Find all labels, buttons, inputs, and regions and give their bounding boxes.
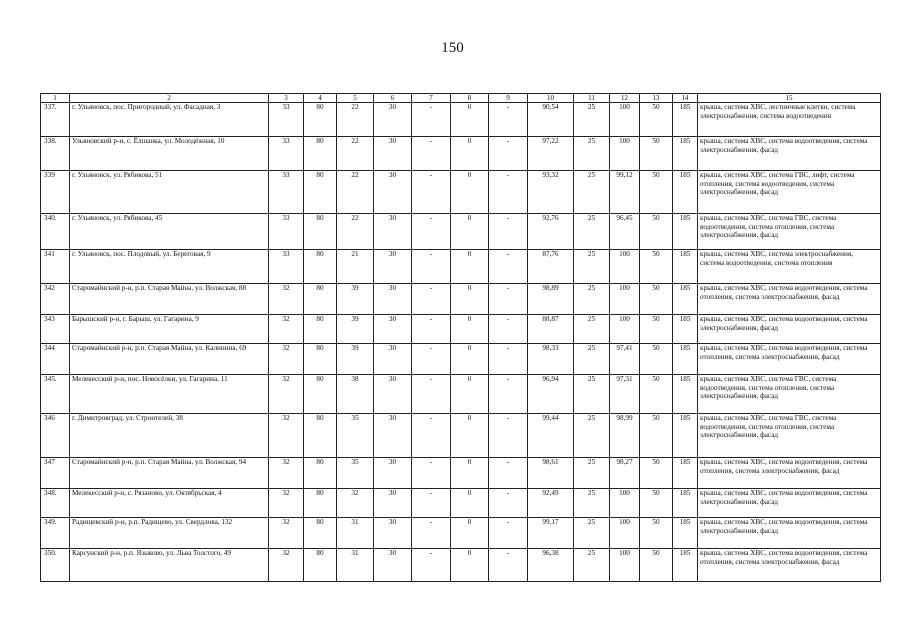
table-cell-col-4: 80 [304, 489, 337, 518]
table-cell-col-9: - [489, 214, 528, 250]
table-cell-col-4: 80 [304, 414, 337, 458]
table-cell-col-13: 50 [640, 344, 673, 375]
table-cell-col-9: - [489, 137, 528, 171]
table-cell-col-2: г. Димитровград, ул. Строителей, 38 [70, 414, 269, 458]
table-cell-col-6: 30 [374, 284, 412, 315]
table-cell-col-14: 185 [673, 214, 698, 250]
table-cell-col-4: 80 [304, 137, 337, 171]
table-row [41, 103, 881, 137]
table-cell-col-2: Радищевский р-н, р.п. Радищево, ул. Свердлова, 132 [70, 518, 269, 549]
column-header-4: 4 [304, 94, 337, 103]
table-cell-col-11: 25 [574, 250, 610, 284]
table-cell-col-3: 32 [269, 344, 304, 375]
table-cell-col-8: 0 [451, 518, 489, 549]
table-cell-col-10: 98,61 [528, 458, 574, 489]
table-row [41, 489, 881, 518]
table-row [41, 518, 881, 549]
table-cell-col-2: г. Ульяновск, пос. Пригородный, ул. Фасадная, 3 [70, 103, 269, 137]
table-cell-col-15: крыша, система ХВС, система ГВС, система водоотведения, система отопления, система электроснабжения, фасад [698, 375, 881, 414]
table-row [41, 414, 881, 458]
column-header-8: 8 [451, 94, 489, 103]
table-cell-col-5: 39 [337, 344, 374, 375]
table-cell-col-3: 33 [269, 137, 304, 171]
table-cell-col-8: 0 [451, 549, 489, 582]
table-cell-col-4: 80 [304, 250, 337, 284]
table-cell-col-12: 100 [610, 137, 640, 171]
table-cell-col-14: 185 [673, 171, 698, 214]
column-header-6: 6 [374, 94, 412, 103]
table-cell-col-5: 32 [337, 489, 374, 518]
table-cell-col-8: 0 [451, 103, 489, 137]
table-cell-col-7: - [412, 214, 451, 250]
table-cell-col-9: - [489, 414, 528, 458]
table-cell-col-10: 93,32 [528, 171, 574, 214]
table-cell-col-2: г. Ульяновск, ул. Рябикова, 45 [70, 214, 269, 250]
table-cell-col-3: 32 [269, 375, 304, 414]
table-cell-col-11: 25 [574, 315, 610, 344]
table-cell-col-5: 35 [337, 458, 374, 489]
table-cell-col-1: 350. [41, 549, 70, 582]
table-cell-col-13: 50 [640, 458, 673, 489]
table-cell-col-4: 80 [304, 315, 337, 344]
table-cell-col-2: г. Ульяновск, пос. Плодовый, ул. Береговая, 9 [70, 250, 269, 284]
table-cell-col-6: 30 [374, 344, 412, 375]
table-cell-col-1: 343 [41, 315, 70, 344]
table-cell-col-11: 25 [574, 375, 610, 414]
table-cell-col-1: 344 [41, 344, 70, 375]
table-cell-col-9: - [489, 344, 528, 375]
table-cell-col-1: 349. [41, 518, 70, 549]
table-cell-col-9: - [489, 250, 528, 284]
table-cell-col-8: 0 [451, 414, 489, 458]
column-header-7: 7 [412, 94, 451, 103]
table-cell-col-10: 96,38 [528, 549, 574, 582]
table-cell-col-6: 30 [374, 171, 412, 214]
table-cell-col-5: 22 [337, 137, 374, 171]
table-cell-col-9: - [489, 315, 528, 344]
table-cell-col-1: 341 [41, 250, 70, 284]
table-cell-col-2: Карсунский р-н, р.п. Языково, ул. Льва Толстого, 49 [70, 549, 269, 582]
table-cell-col-7: - [412, 458, 451, 489]
table-cell-col-5: 35 [337, 414, 374, 458]
table-cell-col-8: 0 [451, 344, 489, 375]
table-cell-col-6: 30 [374, 489, 412, 518]
table-cell-col-13: 50 [640, 489, 673, 518]
table-cell-col-9: - [489, 103, 528, 137]
table-cell-col-14: 185 [673, 458, 698, 489]
table-cell-col-7: - [412, 344, 451, 375]
table-row [41, 344, 881, 375]
table-cell-col-6: 30 [374, 549, 412, 582]
table-cell-col-3: 33 [269, 214, 304, 250]
table-cell-col-6: 30 [374, 518, 412, 549]
table-cell-col-4: 80 [304, 284, 337, 315]
table-cell-col-12: 100 [610, 549, 640, 582]
table-cell-col-12: 98,27 [610, 458, 640, 489]
table-cell-col-11: 25 [574, 414, 610, 458]
table-cell-col-8: 0 [451, 137, 489, 171]
table-cell-col-5: 39 [337, 284, 374, 315]
table-cell-col-9: - [489, 518, 528, 549]
table-row [41, 171, 881, 214]
column-header-1: 1 [41, 94, 70, 103]
table-cell-col-12: 100 [610, 489, 640, 518]
table-cell-col-14: 185 [673, 549, 698, 582]
table-body [41, 94, 881, 582]
column-header-2: 2 [70, 94, 269, 103]
table-cell-col-10: 92,76 [528, 214, 574, 250]
table-cell-col-3: 32 [269, 549, 304, 582]
table-cell-col-10: 98,89 [528, 284, 574, 315]
table-cell-col-6: 30 [374, 375, 412, 414]
table-cell-col-2: Мелекесский р-н, с. Рязаново, ул. Октябрьская, 4 [70, 489, 269, 518]
column-header-5: 5 [337, 94, 374, 103]
table-cell-col-12: 100 [610, 103, 640, 137]
table-cell-col-13: 50 [640, 549, 673, 582]
table-cell-col-11: 25 [574, 103, 610, 137]
table-cell-col-11: 25 [574, 171, 610, 214]
table-cell-col-11: 25 [574, 458, 610, 489]
table-cell-col-13: 50 [640, 414, 673, 458]
table-cell-col-3: 33 [269, 171, 304, 214]
table-row [41, 458, 881, 489]
table-cell-col-9: - [489, 171, 528, 214]
column-header-14: 14 [673, 94, 698, 103]
table-cell-col-2: Ульяновский р-н, с. Ёлшанка, ул. Молодёжная, 10 [70, 137, 269, 171]
table-cell-col-5: 31 [337, 518, 374, 549]
table-cell-col-11: 25 [574, 214, 610, 250]
table-cell-col-10: 87,76 [528, 250, 574, 284]
table-row [41, 315, 881, 344]
table-cell-col-8: 0 [451, 250, 489, 284]
table-cell-col-15: крыша, система ХВС, система водоотведения, система электроснабжения, фасад [698, 518, 881, 549]
table-cell-col-2: Старомайнский р-н, р.п. Старая Майна, ул. Волжская, 94 [70, 458, 269, 489]
table-cell-col-10: 90,54 [528, 103, 574, 137]
table-cell-col-10: 98,33 [528, 344, 574, 375]
table-cell-col-7: - [412, 549, 451, 582]
table-cell-col-14: 185 [673, 137, 698, 171]
table-cell-col-2: Барышский р-н, г. Барыш, ул. Гагарина, 9 [70, 315, 269, 344]
table-cell-col-7: - [412, 103, 451, 137]
table-cell-col-13: 50 [640, 250, 673, 284]
table-cell-col-4: 80 [304, 171, 337, 214]
table-cell-col-1: 337. [41, 103, 70, 137]
table-cell-col-4: 80 [304, 214, 337, 250]
table-cell-col-1: 340. [41, 214, 70, 250]
table-cell-col-12: 97,31 [610, 375, 640, 414]
column-header-10: 10 [528, 94, 574, 103]
table-cell-col-2: Старомайнский р-н, р.п. Старая Майна, ул. Калинина, 69 [70, 344, 269, 375]
table-cell-col-14: 185 [673, 250, 698, 284]
table-cell-col-12: 100 [610, 315, 640, 344]
table-cell-col-10: 99,17 [528, 518, 574, 549]
table-row [41, 375, 881, 414]
table-cell-col-11: 25 [574, 137, 610, 171]
table-cell-col-7: - [412, 137, 451, 171]
table-row [41, 549, 881, 582]
table-cell-col-1: 338. [41, 137, 70, 171]
table-cell-col-14: 185 [673, 414, 698, 458]
table-cell-col-3: 32 [269, 518, 304, 549]
table-cell-col-3: 32 [269, 458, 304, 489]
column-header-row [41, 94, 881, 103]
table-cell-col-9: - [489, 549, 528, 582]
table-cell-col-1: 346 [41, 414, 70, 458]
table-cell-col-6: 30 [374, 250, 412, 284]
table-cell-col-5: 22 [337, 103, 374, 137]
table-cell-col-6: 30 [374, 315, 412, 344]
table-cell-col-3: 32 [269, 315, 304, 344]
table-cell-col-6: 30 [374, 458, 412, 489]
table-cell-col-15: крыша, система ХВС, система электроснабжения, система водоотведения, система отопления [698, 250, 881, 284]
table-cell-col-14: 185 [673, 375, 698, 414]
table-cell-col-12: 100 [610, 250, 640, 284]
table-cell-col-15: крыша, система ХВС, лестничные клетки, система электроснабжения, система водоотведения [698, 103, 881, 137]
table-cell-col-10: 88,87 [528, 315, 574, 344]
table-cell-col-13: 50 [640, 375, 673, 414]
table-cell-col-10: 97,22 [528, 137, 574, 171]
table-cell-col-1: 342 [41, 284, 70, 315]
table-cell-col-15: крыша, система ХВС, система водоотведения, система отопления, система электроснабжения, фасад [698, 458, 881, 489]
table-cell-col-9: - [489, 375, 528, 414]
table-cell-col-5: 22 [337, 214, 374, 250]
table-cell-col-11: 25 [574, 518, 610, 549]
table-cell-col-5: 21 [337, 250, 374, 284]
column-header-12: 12 [610, 94, 640, 103]
table-cell-col-6: 30 [374, 103, 412, 137]
table-cell-col-7: - [412, 250, 451, 284]
table-cell-col-12: 99,12 [610, 171, 640, 214]
table-cell-col-14: 185 [673, 103, 698, 137]
table-cell-col-13: 50 [640, 214, 673, 250]
table-cell-col-7: - [412, 375, 451, 414]
table-cell-col-2: Мелекесский р-н, пос. Новосёлки, ул. Гагарина, 11 [70, 375, 269, 414]
table-cell-col-14: 185 [673, 344, 698, 375]
table-cell-col-10: 99,44 [528, 414, 574, 458]
table-row [41, 214, 881, 250]
table-cell-col-13: 50 [640, 518, 673, 549]
table-cell-col-12: 96,45 [610, 214, 640, 250]
table-cell-col-5: 39 [337, 315, 374, 344]
table-cell-col-9: - [489, 284, 528, 315]
table-cell-col-12: 100 [610, 284, 640, 315]
table-cell-col-2: Старомайнский р-н, р.п. Старая Майна, ул. Волжская, 88 [70, 284, 269, 315]
table-cell-col-3: 32 [269, 414, 304, 458]
column-header-15: 15 [698, 94, 881, 103]
table-cell-col-4: 80 [304, 518, 337, 549]
table-cell-col-6: 30 [374, 137, 412, 171]
table-cell-col-4: 80 [304, 458, 337, 489]
table-cell-col-9: - [489, 458, 528, 489]
table-cell-col-12: 98,99 [610, 414, 640, 458]
table-cell-col-11: 25 [574, 489, 610, 518]
table-cell-col-5: 38 [337, 375, 374, 414]
table-cell-col-15: крыша, система ХВС, система водоотведения, система отопления, система электроснабжения, фасад [698, 284, 881, 315]
table-cell-col-12: 100 [610, 518, 640, 549]
table-cell-col-8: 0 [451, 375, 489, 414]
table-cell-col-4: 80 [304, 375, 337, 414]
table-cell-col-7: - [412, 489, 451, 518]
table-cell-col-14: 185 [673, 284, 698, 315]
table-cell-col-15: крыша, система ХВС, система ГВС, лифт, система отопления, система водоотведения, система электроснабжения, фасад [698, 171, 881, 214]
page-number: 150 [441, 40, 464, 56]
table-cell-col-3: 32 [269, 489, 304, 518]
column-header-13: 13 [640, 94, 673, 103]
table-cell-col-5: 22 [337, 171, 374, 214]
table-cell-col-15: крыша, система ХВС, система ГВС, система водоотведения, система отопления, система электроснабжения, фасад [698, 214, 881, 250]
table-cell-col-10: 92,49 [528, 489, 574, 518]
table-cell-col-15: крыша, система ХВС, система водоотведения, система электроснабжения, фасад [698, 489, 881, 518]
table-cell-col-4: 80 [304, 103, 337, 137]
table-cell-col-12: 97,41 [610, 344, 640, 375]
table-cell-col-6: 30 [374, 414, 412, 458]
table-cell-col-7: - [412, 518, 451, 549]
table-cell-col-8: 0 [451, 171, 489, 214]
table-cell-col-7: - [412, 284, 451, 315]
table-cell-col-15: крыша, система ХВС, система водоотведения, система электроснабжения, фасад [698, 137, 881, 171]
table-cell-col-3: 33 [269, 103, 304, 137]
table-cell-col-13: 50 [640, 284, 673, 315]
table-row [41, 284, 881, 315]
table-cell-col-7: - [412, 171, 451, 214]
table-cell-col-1: 347 [41, 458, 70, 489]
table-cell-col-6: 30 [374, 214, 412, 250]
table-cell-col-3: 32 [269, 284, 304, 315]
table-cell-col-1: 345. [41, 375, 70, 414]
table-cell-col-10: 96,94 [528, 375, 574, 414]
table-cell-col-13: 50 [640, 171, 673, 214]
table-cell-col-4: 80 [304, 549, 337, 582]
table-cell-col-14: 185 [673, 315, 698, 344]
table-row [41, 250, 881, 284]
column-header-9: 9 [489, 94, 528, 103]
table-cell-col-8: 0 [451, 315, 489, 344]
table-cell-col-13: 50 [640, 103, 673, 137]
table-cell-col-11: 25 [574, 284, 610, 315]
table-cell-col-8: 0 [451, 284, 489, 315]
table-cell-col-11: 25 [574, 344, 610, 375]
table-cell-col-8: 0 [451, 458, 489, 489]
table-cell-col-8: 0 [451, 489, 489, 518]
table-cell-col-3: 33 [269, 250, 304, 284]
column-header-11: 11 [574, 94, 610, 103]
table-cell-col-8: 0 [451, 214, 489, 250]
table-cell-col-5: 31 [337, 549, 374, 582]
table-cell-col-1: 348. [41, 489, 70, 518]
table-cell-col-15: крыша, система ХВС, система водоотведения, система отопления, система электроснабжения, фасад [698, 549, 881, 582]
column-header-3: 3 [269, 94, 304, 103]
table-row [41, 137, 881, 171]
table-cell-col-13: 50 [640, 137, 673, 171]
table-cell-col-14: 185 [673, 518, 698, 549]
table-cell-col-11: 25 [574, 549, 610, 582]
table-cell-col-15: крыша, система ХВС, система водоотведения, система отопления, система электроснабжения, фасад [698, 344, 881, 375]
table-cell-col-14: 185 [673, 489, 698, 518]
table-cell-col-4: 80 [304, 344, 337, 375]
table-cell-col-7: - [412, 315, 451, 344]
data-table [40, 93, 881, 582]
table-cell-col-1: 339 [41, 171, 70, 214]
table-cell-col-15: крыша, система ХВС, система ГВС, система водоотведения, система отопления, система электроснабжения, фасад [698, 414, 881, 458]
table-cell-col-15: крыша, система ХВС, система водоотведения, система электроснабжения, фасад [698, 315, 881, 344]
table-cell-col-9: - [489, 489, 528, 518]
table-cell-col-7: - [412, 414, 451, 458]
table-cell-col-13: 50 [640, 315, 673, 344]
table-cell-col-2: г. Ульяновск, ул. Рябикова, 51 [70, 171, 269, 214]
